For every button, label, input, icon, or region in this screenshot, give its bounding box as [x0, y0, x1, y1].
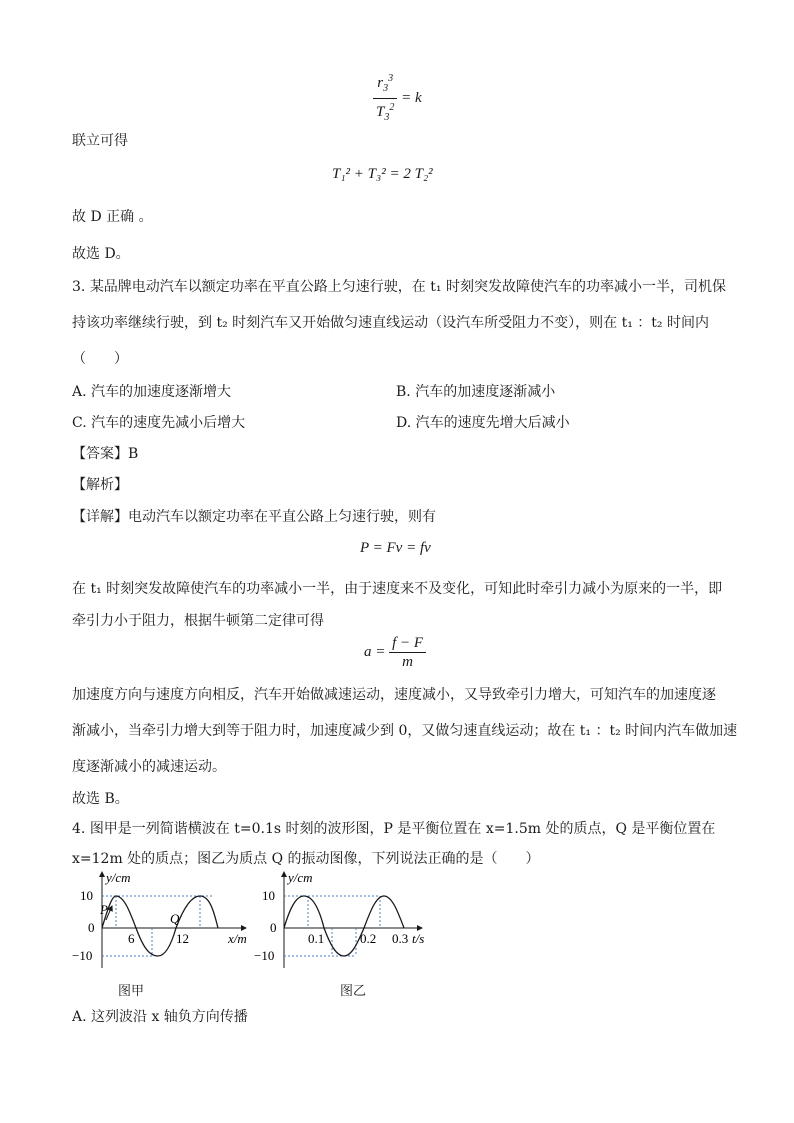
q3-detail-line6: 度逐渐减小的减速运动。	[72, 759, 226, 775]
q3-analysis-tag: 【解析】	[72, 477, 128, 493]
y-tick-10: 10	[80, 888, 93, 903]
q3-paren: （ ）	[72, 351, 128, 367]
label-p: P	[100, 902, 108, 917]
detail-tag: 【详解】	[72, 509, 128, 525]
y-tick-0: 0	[270, 920, 277, 935]
x-axis-label: t/s	[412, 931, 425, 946]
y-tick-minus10: −10	[72, 948, 93, 963]
q3-final: 故选 B。	[72, 791, 129, 807]
y-tick-0: 0	[88, 920, 95, 935]
kepler-fraction: $\frac{r_3^3}{T_3^2}$	[373, 70, 397, 127]
option-text: 汽车的速度先减小后增大	[91, 415, 246, 431]
q3-stem-1: 某品牌电动汽车以额定功率在平直公路上匀速行驶，在 t₁ 时刻突发故障使汽车的功率减小一半，司机保	[89, 279, 726, 295]
answer-tag: 【答案】	[72, 446, 128, 462]
option-key: C.	[72, 415, 87, 431]
q3-stem-2: 持该功率继续行驶，到 t₂ 时刻汽车又开始做匀速直线运动（设汽车所受阻力不变），则在 t₁ ：t₂ 时间内	[72, 315, 709, 331]
q3-detail-line5: 渐减小，当牵引力增大到等于阻力时，加速度减少到 0，又做匀速直线运动；故在 t₁ ：t₂ 时间内汽车做加速	[72, 723, 738, 739]
conclusion-d: 故 D 正确 。	[72, 209, 153, 225]
q3-option-a[interactable]	[72, 381, 231, 401]
acceleration-formula	[364, 634, 426, 671]
q3-number: 3.	[72, 279, 86, 295]
option-key: A.	[72, 1009, 87, 1025]
option-key: D.	[396, 415, 412, 431]
power-formula: P = Fv = fv	[360, 540, 431, 556]
x-tick-6: 6	[128, 931, 135, 946]
q3-option-c[interactable]	[72, 412, 245, 432]
detail-text: 电动汽车以额定功率在平直公路上匀速行驶，则有	[128, 509, 436, 525]
option-key: A.	[72, 384, 87, 400]
option-key: B.	[396, 384, 411, 400]
y-tick-minus10: −10	[254, 948, 275, 963]
x-tick-0.1: 0.1	[308, 931, 325, 946]
wave-graph-fig1	[68, 868, 258, 978]
y-axis-label: y/cm	[106, 870, 131, 885]
label-q: Q	[170, 911, 180, 926]
x-tick-12: 12	[176, 931, 189, 946]
q3-detail-line1	[72, 506, 436, 526]
fraction-denominator: m	[402, 654, 414, 670]
x-tick-0.3: 0.3	[392, 931, 409, 946]
y-tick-10: 10	[262, 888, 275, 903]
fig2-caption: 图乙	[340, 984, 367, 999]
fig1-caption: 图甲	[118, 984, 145, 999]
q3-answer	[72, 443, 138, 463]
q3-line1	[72, 276, 726, 296]
kepler-rhs: = k	[401, 89, 422, 106]
option-text: 汽车的加速度逐渐增大	[91, 384, 232, 400]
acceleration-fraction	[389, 634, 426, 671]
answer-value: B	[128, 446, 139, 462]
q3-option-b[interactable]	[396, 381, 555, 401]
q4-stem-2: x=12m 处的质点；图乙为质点 Q 的振动图像，下列说法正确的是（ ）	[72, 851, 540, 867]
option-text: 汽车的速度先增大后减小	[415, 415, 570, 431]
formula-lhs: a =	[364, 643, 386, 660]
q3-detail-line2: 在 t₁ 时刻突发故障使汽车的功率减小一半，由于速度来不及变化，可知此时牵引力减小为原来的一半，即	[72, 581, 723, 597]
wave-curve	[102, 896, 218, 956]
x-tick-0.2: 0.2	[360, 931, 377, 946]
y-axis-label: y/cm	[288, 870, 313, 885]
x-axis-label: x/m	[228, 931, 247, 946]
cube-root-expression: T₁² + T₃² = 2 T₂²	[332, 166, 433, 182]
option-text: 汽车的加速度逐渐减小	[415, 384, 556, 400]
vibration-graph-fig2	[252, 868, 442, 978]
q4-number: 4.	[72, 821, 86, 837]
cube-root-formula	[332, 166, 433, 183]
option-text: 这列波沿 x 轴负方向传播	[91, 1009, 248, 1025]
kepler-formula	[373, 70, 422, 127]
joint-text: 联立可得	[72, 133, 128, 149]
vibration-curve	[284, 896, 404, 956]
q3-detail-line4: 加速度方向与速度方向相反，汽车开始做减速运动，速度减小，又导致牵引力增大，可知汽车的加速度逐	[72, 687, 716, 703]
q3-option-d[interactable]	[396, 412, 570, 432]
q4-stem-1: 图甲是一列简谐横波在 t=0.1s 时刻的波形图，P 是平衡位置在 x=1.5m 处的质点，Q 是平衡位置在	[89, 821, 716, 837]
q4-line1	[72, 818, 715, 838]
fraction-numerator: f − F	[389, 634, 426, 653]
prev-answer-line: 故选 D。	[72, 246, 130, 262]
q4-option-a[interactable]	[72, 1006, 248, 1026]
q3-detail-line3: 牵引力小于阻力，根据牛顿第二定律可得	[72, 613, 324, 629]
